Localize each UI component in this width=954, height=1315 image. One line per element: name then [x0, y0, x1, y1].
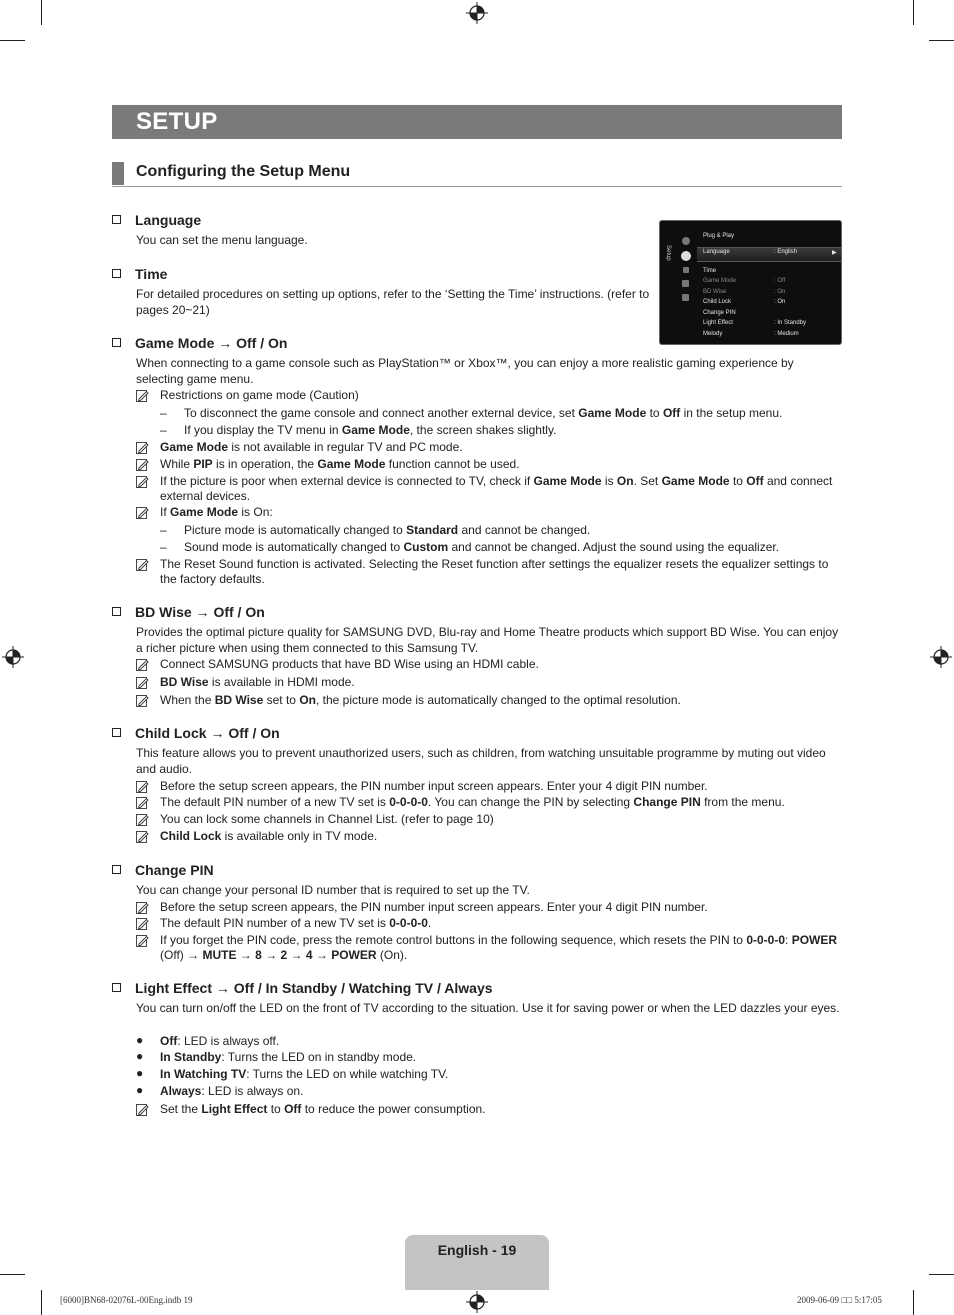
note: While PIP is in operation, the Game Mode function cannot be used.	[136, 457, 840, 472]
note: If the picture is poor when external device is connected to TV, check if Game Mode is On. Set Game Mode to Off and connect external devices.	[136, 474, 840, 503]
menu-item-label: Time	[703, 268, 717, 274]
menu-item-label: Language	[703, 249, 730, 255]
menu-item-value: : On	[774, 289, 786, 295]
child-lock-heading: Child Lock → Off / On	[112, 725, 280, 741]
game-mode-description: When connecting to a game console such as PlayStation™ or Xbox™, you can enjoy a more realistic gaming experience by selecting game menu.	[136, 356, 794, 386]
game-mode-heading: Game Mode → Off / On	[112, 335, 287, 351]
checkbox-icon	[112, 865, 121, 874]
menu-item-value: : In Standby	[774, 320, 807, 326]
picture-icon	[682, 237, 690, 245]
application-icon	[682, 294, 689, 301]
note-icon	[136, 658, 149, 671]
note-icon	[136, 901, 149, 914]
registration-mark-icon	[2, 646, 24, 668]
checkbox-icon	[112, 607, 121, 616]
checkbox-icon	[112, 215, 121, 224]
page-number-tab	[405, 1235, 549, 1290]
dash-item: – To disconnect the game console and connect another external device, set Game Mode to Off in the setup menu.	[160, 406, 783, 420]
time-description: For detailed procedures on setting up options, refer to the ‘Setting the Time’ instructions. (refer to pages 20~21)	[136, 287, 650, 317]
menu-item-label: Melody	[703, 331, 723, 337]
note: Game Mode is not available in regular TV and PC mode.	[136, 440, 840, 455]
note-icon	[136, 934, 149, 947]
dash-item: – If you display the TV menu in Game Mode, the screen shakes slightly.	[160, 423, 557, 437]
section-heading	[112, 162, 842, 187]
time-heading: Time	[112, 266, 167, 282]
bullet-item: ● In Watching TV: Turns the LED on while watching TV.	[136, 1066, 449, 1081]
note: Set the Light Effect to Off to reduce the power consumption.	[136, 1102, 840, 1117]
language-heading: Language	[112, 212, 201, 228]
note: The default PIN number of a new TV set is 0-0-0-0. You can change the PIN by selecting Change PIN from the menu.	[136, 795, 840, 810]
note: When the BD Wise set to On, the picture mode is automatically changed to the optimal resolution.	[136, 693, 840, 708]
light-effect-description: You can turn on/off the LED on the front of TV according to the situation. Use it for saving power or when the LED dazzles your eyes.	[136, 1001, 840, 1015]
language-description: You can set the menu language.	[136, 233, 308, 247]
note-icon	[136, 780, 149, 793]
note: Child Lock is available only in TV mode.	[136, 829, 840, 844]
child-lock-description: This feature allows you to prevent unauthorized users, such as children, from watching unsuitable programme by muting out video and audio.	[136, 746, 826, 776]
crop-mark	[929, 40, 954, 41]
print-timestamp: 2009-06-09 □□ 5:17:05	[797, 1295, 882, 1305]
bd-wise-heading: BD Wise → Off / On	[112, 604, 265, 620]
bd-wise-description: Provides the optimal picture quality for SAMSUNG DVD, Blu-ray and Home Theatre products which support BD Wise. You can enjoy a richer picture when using them connected to this Samsung TV.	[136, 625, 839, 655]
note-icon	[136, 676, 149, 689]
dash-item: – Picture mode is automatically changed to Standard and cannot be changed.	[160, 523, 591, 537]
crop-mark	[0, 40, 25, 41]
checkbox-icon	[112, 338, 121, 347]
note-icon	[136, 830, 149, 843]
note: If you forget the PIN code, press the remote control buttons in the following sequence, which resets the PIN to 0-0-0-0: POWER (Off) → MUTE → 8 → 2 → 4 → POWER (On).	[136, 933, 840, 962]
note-icon	[136, 694, 149, 707]
note-icon	[136, 558, 149, 571]
menu-item-label: Child Lock	[703, 299, 732, 305]
note: Before the setup screen appears, the PIN number input screen appears. Enter your 4 digit PIN number.	[136, 779, 840, 794]
menu-item-value: : On	[774, 299, 786, 305]
menu-item-value: : English	[774, 249, 798, 255]
heading-bar	[112, 162, 124, 185]
menu-item-label: BD Wise	[703, 289, 727, 295]
menu-item-value: : Off	[774, 278, 786, 284]
menu-arrow-icon: ▶	[832, 250, 837, 256]
note-icon	[136, 389, 149, 402]
note-icon	[136, 917, 149, 930]
input-icon	[683, 267, 689, 273]
setup-menu-screenshot	[659, 220, 842, 345]
note: Before the setup screen appears, the PIN number input screen appears. Enter your 4 digit PIN number.	[136, 900, 840, 915]
dash-item: – Sound mode is automatically changed to Custom and cannot be changed. Adjust the sound using the equalizer.	[160, 540, 780, 554]
support-icon	[682, 280, 689, 287]
note: Connect SAMSUNG products that have BD Wise using an HDMI cable.	[136, 657, 840, 672]
menu-side-label: Setup	[665, 245, 671, 261]
change-pin-description: You can change your personal ID number that is required to set up the TV.	[136, 883, 530, 897]
note-icon	[136, 506, 149, 519]
change-pin-heading: Change PIN	[112, 862, 214, 878]
note: If Game Mode is On:	[136, 505, 840, 520]
note: BD Wise is available in HDMI mode.	[136, 675, 840, 690]
registration-mark-icon	[466, 1291, 488, 1313]
note: You can lock some channels in Channel List. (refer to page 10)	[136, 812, 840, 827]
light-effect-heading: Light Effect → Off / In Standby / Watching TV / Always	[112, 980, 493, 996]
section-heading-text: Configuring the Setup Menu	[136, 163, 351, 180]
menu-item-value: : Medium	[774, 331, 799, 337]
checkbox-icon	[112, 728, 121, 737]
menu-item-label: Plug & Play	[703, 233, 735, 239]
crop-mark	[41, 0, 42, 25]
note-icon	[136, 1103, 149, 1116]
checkbox-icon	[112, 269, 121, 278]
bullet-item: ● Always: LED is always on.	[136, 1083, 304, 1098]
chapter-banner	[112, 105, 842, 139]
crop-mark	[0, 1274, 25, 1275]
print-file-info: [6000]BN68-02076L-00Eng.indb 19	[60, 1295, 193, 1305]
registration-mark-icon	[930, 646, 952, 668]
checkbox-icon	[112, 983, 121, 992]
menu-item-label: Change PIN	[703, 310, 736, 316]
page-number: English - 19	[437, 1242, 517, 1258]
note-icon	[136, 458, 149, 471]
note: The Reset Sound function is activated. Selecting the Reset function after settings the equalizer resets the equalizer settings to the factory defaults.	[136, 557, 840, 586]
note-icon	[136, 813, 149, 826]
crop-mark	[913, 1290, 914, 1315]
crop-mark	[929, 1274, 954, 1275]
registration-mark-icon	[466, 2, 488, 24]
setup-gear-icon	[681, 251, 691, 261]
note-icon	[136, 475, 149, 488]
menu-item-label: Game Mode	[703, 278, 737, 284]
menu-item-label: Light Effect	[703, 320, 733, 326]
chapter-title: SETUP	[136, 108, 218, 135]
crop-mark	[913, 0, 914, 25]
bullet-item: ● In Standby: Turns the LED on in standby mode.	[136, 1049, 417, 1064]
note-icon	[136, 441, 149, 454]
note-icon	[136, 796, 149, 809]
note: The default PIN number of a new TV set is 0-0-0-0.	[136, 916, 840, 931]
note: Restrictions on game mode (Caution)	[136, 388, 840, 403]
bullet-item: ● Off: LED is always off.	[136, 1033, 280, 1048]
crop-mark	[41, 1290, 42, 1315]
